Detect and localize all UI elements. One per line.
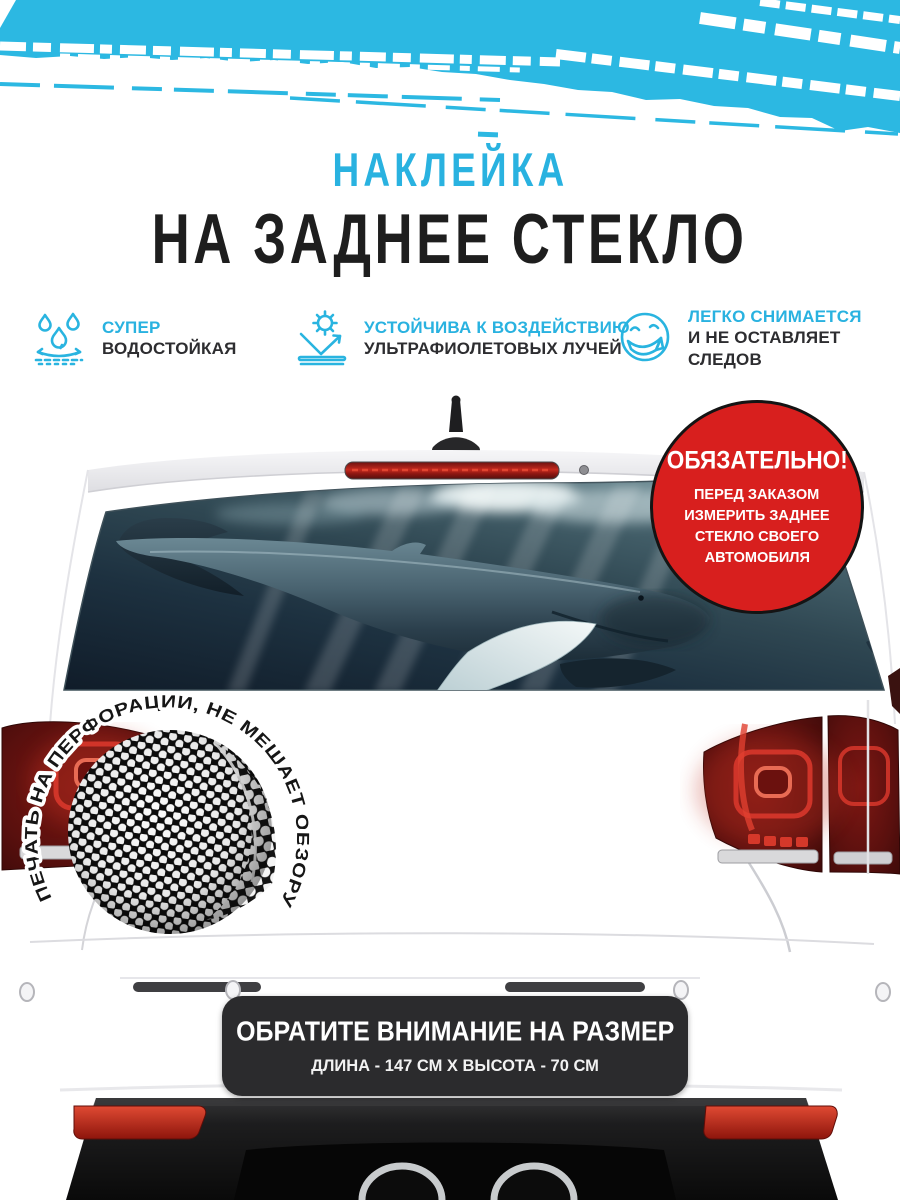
perforation-caption-text: ПЕЧАТЬ НА ПЕРФОРАЦИИ, НЕ МЕШАЕТ ОБЗОРУ — [20, 691, 314, 909]
warning-badge-line: ИЗМЕРИТЬ ЗАДНЕЕ — [684, 506, 830, 524]
warning-badge-line: АВТОМОБИЛЯ — [704, 548, 810, 566]
size-note-box — [222, 996, 688, 1096]
feature-removal-line1: ЛЕГКО СНИМАЕТСЯ — [688, 307, 862, 327]
title-line2-text: НА ЗАДНЕЕ СТЕКЛО — [152, 199, 748, 279]
uv-protection-icon — [292, 308, 352, 368]
right-taillight — [695, 668, 900, 874]
rear-bumper — [66, 1098, 838, 1200]
title-line1-text: НАКЛЕЙКА — [332, 144, 568, 197]
water-drops-icon — [30, 308, 90, 368]
antenna — [432, 396, 480, 458]
feature-uv-line1: УСТОЙЧИВА К ВОЗДЕЙСТВИЮ — [364, 317, 630, 337]
size-note-dimensions: ДЛИНА - 147 СМ Х ВЫСОТА - 70 СМ — [311, 1057, 599, 1075]
feature-removal-line2: И НЕ ОСТАВЛЯЕТ СЛЕДОВ — [688, 328, 841, 369]
size-note-title: ОБРАТИТЕ ВНИМАНИЕ НА РАЗМЕР — [235, 1015, 675, 1047]
feature-removal-text — [688, 306, 900, 370]
warning-badge-line: СТЕКЛО СВОЕГО — [694, 527, 820, 545]
brush-banner — [0, 0, 900, 137]
warning-badge-line: ПЕРЕД ЗАКАЗОМ — [694, 485, 820, 503]
wiper-pivot — [580, 466, 589, 475]
feature-uv-text — [364, 317, 630, 360]
feature-waterproof-text — [102, 317, 237, 360]
feature-easy-removal — [616, 296, 900, 380]
feature-uv-line2: УЛЬТРАФИОЛЕТОВЫХ ЛУЧЕЙ — [364, 339, 622, 358]
title-line1 — [0, 144, 900, 197]
feature-uv-resistant — [292, 296, 630, 380]
feature-waterproof — [30, 296, 237, 380]
easy-removal-icon — [616, 308, 676, 368]
perforation-mesh — [68, 730, 276, 934]
warning-badge-title: ОБЯЗАТЕЛЬНО! — [666, 445, 848, 475]
license-recess — [133, 982, 645, 992]
feature-list — [0, 296, 900, 380]
feature-waterproof-line1: СУПЕР — [102, 317, 161, 337]
warning-badge — [650, 400, 864, 614]
brush-banner-main — [0, 0, 900, 133]
feature-waterproof-line2: ВОДОСТОЙКАЯ — [102, 339, 237, 358]
title-line2 — [0, 198, 900, 279]
brake-light — [345, 462, 559, 479]
